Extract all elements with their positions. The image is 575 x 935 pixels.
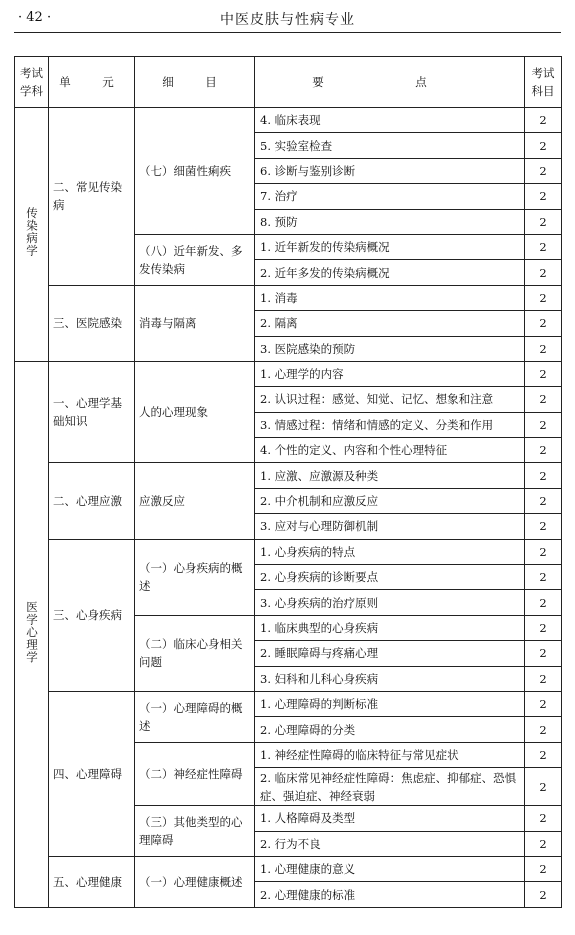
score-cell: 2 — [525, 463, 562, 488]
score-cell: 2 — [525, 108, 562, 133]
table-row — [15, 361, 562, 386]
point-cell: 3. 情感过程：情绪和情感的定义、分类和作用 — [255, 412, 525, 437]
page-number: · 42 · — [18, 10, 52, 25]
score-cell: 2 — [525, 539, 562, 564]
unit-cell: 二、常见传染病 — [49, 108, 135, 286]
table-header-row — [15, 57, 562, 108]
table-row — [15, 108, 562, 133]
score-cell: 2 — [525, 387, 562, 412]
unit-cell: 三、医院感染 — [49, 285, 135, 361]
score-cell: 2 — [525, 717, 562, 742]
point-cell: 1. 近年新发的传染病概况 — [255, 234, 525, 259]
point-cell: 3. 应对与心理防御机制 — [255, 514, 525, 539]
column-header-item: 细 目 — [135, 57, 255, 108]
score-cell: 2 — [525, 856, 562, 881]
point-cell: 2. 隔离 — [255, 311, 525, 336]
point-cell: 2. 心理健康的标准 — [255, 882, 525, 907]
point-cell: 1. 心理学的内容 — [255, 361, 525, 386]
score-cell: 2 — [525, 438, 562, 463]
score-cell: 2 — [525, 641, 562, 666]
score-cell: 2 — [525, 768, 562, 806]
subject-name: 传染病学 — [25, 206, 39, 257]
score-cell: 2 — [525, 666, 562, 691]
point-cell: 1. 心理健康的意义 — [255, 856, 525, 881]
item-cell: 应激反应 — [135, 463, 255, 539]
point-cell: 6. 诊断与鉴别诊断 — [255, 158, 525, 183]
syllabus-table — [14, 56, 562, 908]
item-cell: （七）细菌性痢疾 — [135, 108, 255, 235]
page-title: 中医皮肤与性病专业 — [220, 12, 355, 28]
table-row — [15, 691, 562, 716]
point-cell: 2. 睡眠障碍与疼痛心理 — [255, 641, 525, 666]
score-cell: 2 — [525, 311, 562, 336]
score-cell: 2 — [525, 285, 562, 310]
point-cell: 2. 临床常见神经症性障碍：焦虑症、抑郁症、恐惧症、强迫症、神经衰弱 — [255, 768, 525, 806]
score-cell: 2 — [525, 831, 562, 856]
table-row — [15, 856, 562, 881]
score-cell: 2 — [525, 158, 562, 183]
score-cell: 2 — [525, 565, 562, 590]
score-cell: 2 — [525, 412, 562, 437]
point-cell: 2. 心理障碍的分类 — [255, 717, 525, 742]
header-rule — [14, 32, 561, 33]
point-cell: 1. 临床典型的心身疾病 — [255, 615, 525, 640]
point-cell: 5. 实验室检查 — [255, 133, 525, 158]
unit-cell: 五、心理健康 — [49, 856, 135, 907]
column-header-subject: 考试学科 — [15, 57, 49, 108]
page-header — [14, 8, 561, 30]
table-body — [15, 108, 562, 908]
subject-cell — [15, 108, 49, 362]
score-cell: 2 — [525, 514, 562, 539]
table-row — [15, 463, 562, 488]
column-header-point: 要 点 — [255, 57, 525, 108]
point-cell: 3. 妇科和儿科心身疾病 — [255, 666, 525, 691]
point-cell: 2. 认识过程：感觉、知觉、记忆、想象和注意 — [255, 387, 525, 412]
unit-cell: 一、心理学基础知识 — [49, 361, 135, 463]
subject-cell — [15, 361, 49, 907]
score-cell: 2 — [525, 691, 562, 716]
item-cell: （一）心身疾病的概述 — [135, 539, 255, 615]
point-cell: 1. 应激、应激源及种类 — [255, 463, 525, 488]
point-cell: 1. 消毒 — [255, 285, 525, 310]
point-cell: 8. 预防 — [255, 209, 525, 234]
score-cell: 2 — [525, 184, 562, 209]
point-cell: 1. 心身疾病的特点 — [255, 539, 525, 564]
score-cell: 2 — [525, 488, 562, 513]
unit-cell: 三、心身疾病 — [49, 539, 135, 691]
unit-cell: 四、心理障碍 — [49, 691, 135, 856]
score-cell: 2 — [525, 260, 562, 285]
column-header-score: 考试科目 — [525, 57, 562, 108]
point-cell: 1. 人格障碍及类型 — [255, 806, 525, 831]
score-cell: 2 — [525, 742, 562, 767]
item-cell: （八）近年新发、多发传染病 — [135, 234, 255, 285]
point-cell: 2. 中介机制和应激反应 — [255, 488, 525, 513]
point-cell: 4. 临床表现 — [255, 108, 525, 133]
item-cell: （一）心理健康概述 — [135, 856, 255, 907]
score-cell: 2 — [525, 882, 562, 907]
point-cell: 1. 神经症性障碍的临床特征与常见症状 — [255, 742, 525, 767]
point-cell: 2. 近年多发的传染病概况 — [255, 260, 525, 285]
score-cell: 2 — [525, 234, 562, 259]
item-cell: （二）神经症性障碍 — [135, 742, 255, 805]
score-cell: 2 — [525, 806, 562, 831]
item-cell: （一）心理障碍的概述 — [135, 691, 255, 742]
point-cell: 2. 行为不良 — [255, 831, 525, 856]
item-cell: （二）临床心身相关问题 — [135, 615, 255, 691]
point-cell: 7. 治疗 — [255, 184, 525, 209]
item-cell: 消毒与隔离 — [135, 285, 255, 361]
table-row — [15, 285, 562, 310]
score-cell: 2 — [525, 133, 562, 158]
point-cell: 1. 心理障碍的判断标准 — [255, 691, 525, 716]
score-cell: 2 — [525, 590, 562, 615]
point-cell: 4. 个性的定义、内容和个性心理特征 — [255, 438, 525, 463]
score-cell: 2 — [525, 615, 562, 640]
score-cell: 2 — [525, 336, 562, 361]
item-cell: （三）其他类型的心理障碍 — [135, 806, 255, 857]
point-cell: 3. 医院感染的预防 — [255, 336, 525, 361]
point-cell: 3. 心身疾病的治疗原则 — [255, 590, 525, 615]
score-cell: 2 — [525, 361, 562, 386]
point-cell: 2. 心身疾病的诊断要点 — [255, 565, 525, 590]
item-cell: 人的心理现象 — [135, 361, 255, 463]
subject-name: 医学心理学 — [25, 600, 39, 664]
table-row — [15, 539, 562, 564]
unit-cell: 二、心理应激 — [49, 463, 135, 539]
score-cell: 2 — [525, 209, 562, 234]
column-header-unit: 单 元 — [49, 57, 135, 108]
